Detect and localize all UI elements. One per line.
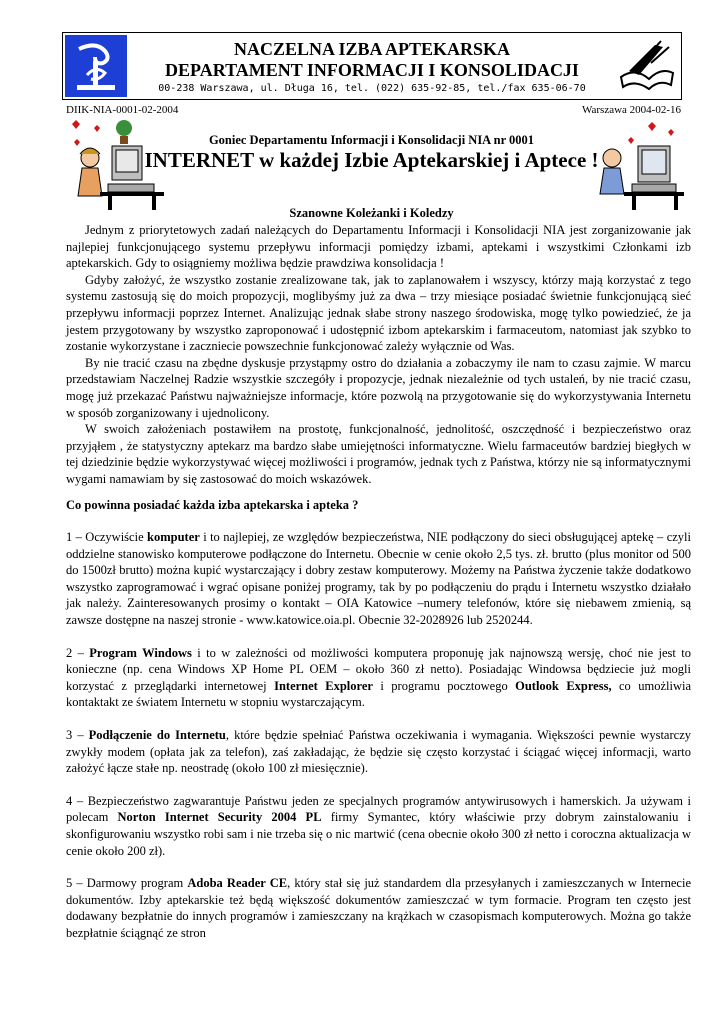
point-2-text: 2 – <box>66 645 90 660</box>
point-5-keyword: Adoba Reader CE <box>187 876 288 891</box>
point-5-text-rest: , który stał się już standardem dla przesyłanych i zamieszczanych w Internecie dokumentów. Izby aptekarskie też będą większość dokumentów zamieszczać w tym formacie. Program ten często jest dodawany bezpłatnie do innych programów i zamieszczany na krążkach w czasopismach komputerowych. Można go także bezpłatnie ściągnąć ze stron <box>66 876 691 940</box>
point-4-text: 4 – Bezpieczeństwo zagwarantuje Państwu jeden ze specjalnych programów antywirusowych i hamerskich. Ja używam i polecam <box>66 793 691 825</box>
org-name: NACZELNA IZBA APTEKARSKA <box>233 39 511 59</box>
point-3-keyword: Podłączenie do Internetu <box>88 728 226 743</box>
point-1-text: 1 – Oczywiście <box>66 530 148 545</box>
book-pen-icon <box>615 37 677 97</box>
pharmacy-logo-icon <box>65 35 127 97</box>
point-1-keyword: komputer <box>147 530 200 545</box>
page-title: INTERNET w każdej Izbie Aptekarskiej i Aptece ! <box>144 148 599 172</box>
section-question: Co powinna posiadać każda izba aptekarska i apteka ? <box>66 497 359 512</box>
point-2-text-end: co umożliwia kontaktakt ze światem Internetu w stopniu wystarczającym. <box>66 678 691 710</box>
intro-paragraph-3: By nie tracić czasu na zbędne dyskusje przystąpmy ostro do działania a zobaczymy ile nam to czasu zajmie. W marcu przedstawiam Naczelnej Radzie wszystkie szczegóły i propozycje, jednak niezależnie od tych ustaleń, by nie tracić czasu, mogę już przekazać Państwu najważniejsze informacje, które pozwolą na przygotowanie się do wykorzystywania Internetu w sposób zorganizowany i ujednolicony. <box>66 355 691 420</box>
point-2-keyword: Program Windows <box>89 645 192 660</box>
point-2 <box>66 645 691 711</box>
point-2-mail-client: Outlook Express, <box>515 678 612 693</box>
point-4-text-rest: firmy Symantec, który właściwie przy dobrym zainstalowaniu i skonfigurowaniu wszystko robi sam i nie trzeba się o nic martwić (cena obecnie około 300 zł netto i coroczna aktualizacja w cenie około 200 zł). <box>66 810 691 858</box>
point-3-text: 3 – <box>66 728 89 743</box>
greeting: Szanowne Koleżanki i Koledzy <box>289 206 454 220</box>
letterhead <box>62 32 682 100</box>
point-3-text-rest: , które będzie spełniać Państwa oczekiwania i wymagania. Większości pewnie wystarczy zwykły modem (opłata jak za telefon), zaś zakładając, że będzie się często korzystać i ściągać więcej informacji, warto założyć łącze stałe np. neostradę (około 100 zł miesięcznie). <box>66 728 691 776</box>
document-reference: DIIK-NIA-0001-02-2004 <box>66 104 179 116</box>
point-5 <box>66 875 691 941</box>
point-1 <box>66 529 691 629</box>
newsletter-subtitle: Goniec Departamentu Informacji i Konsolidacji NIA nr 0001 <box>208 133 535 147</box>
document-date: Warszawa 2004-02-16 <box>582 104 681 116</box>
intro-paragraph-4: W swoich założeniach postawiłem na prostotę, funkcjonalność, jednolitość, oszczędność i bezpieczeństwo oraz przyjąłem , że statystyczny aptekarz ma bardzo słabe umiejętności informatyczne. Wielu farmaceutów bardziej biegłych w tej dziedzinie będzie wykorzystywać więcej możliwości i programów, jednak tych z Państwa, którzy nie są informatycznymi wygami namawiam by się zastosować do moich wskazówek. <box>66 422 691 486</box>
letter-body <box>66 222 691 942</box>
address: 00-238 Warszawa, ul. Długa 16, tel. (022) 635-92-85, tel./fax 635-06-70 <box>158 83 586 94</box>
point-3 <box>66 727 691 777</box>
point-4 <box>66 793 691 859</box>
point-2-text-rest: i to w zależności od możliwości komputera proponuję jak najnowszą wersję, choć nie jest to konieczne (np. cena Windows XP Home PL OEM – około 360 zł netto). Posiadając Windowsa będziecie już mogli korzystać z przeglądarki internetowej <box>66 645 691 693</box>
intro-paragraph-2: Gdyby założyć, że wszystko zostanie zrealizowane tak, jak to zaplanowałem i wszyscy, którzy mają korzystać z tego systemu zastosują się do moich propozycji, moglibyśmy już za dwa – trzy miesiące posiadać świetnie funkcjonującą sieć przepływu informacji poprzez Internet. Analizując jednak słabe strony naszego środowiska, mogę tylko powiedzieć, że ja jestem przygotowany by wszystko zaproponować i udostępnić izbom aptekarskim i farmaceutom, natomiast jak szybko to zostanie wykorzystane i zaczniecie powszechnie funkcjonować zależy wyłącznie od Was. <box>66 272 691 354</box>
point-2-browser: Internet Explorer <box>274 678 373 693</box>
point-5-text: 5 – Darmowy program <box>66 876 188 891</box>
point-2-text-mid: i programu pocztowego <box>372 678 516 693</box>
point-4-keyword: Norton Internet Security 2004 PL <box>117 810 322 825</box>
intro-paragraph-1: Jednym z priorytetowych zadań należących do Departamentu Informacji i Konsolidacji NIA jest zorganizowanie jak najlepiej funkcjonującego systemu przepływu informacji pomiędzy izbami, aptekami i wszystkimi Członkami izb aptekarskich. Gdy to osiągniemy możliwa będzie prawdziwa konsolidacja ! <box>66 223 691 271</box>
point-1-text-rest: i to najlepiej, ze względów bezpieczeństwa, NIE podłączony do sieci obsługującej aptekę – czyli oddzielne stanowisko komputerowe podłączone do Internetu. Obecnie w cenie około 2,5 tys. zł. brutto (plus monitor od 500 do 1500zł brutto) można kupić wystarczający i dobry zestaw komputerowy. Możemy na Państwa życzenie także dodatkowo wszystko zaprogramować i wgrać opisane poniżej programy, tak by po podłączeniu do prądu i Internetu wszystko działało jak należy. Zainteresowanych prosimy o kontakt – OIA Katowice –numery telefonów, które się niebawem zmienią, są zawsze dostępne na naszej stronie - www.katowice.oia.pl. Obecnie 32-2028926 lub 2520244. <box>66 530 691 628</box>
department-name: DEPARTAMENT INFORMACJI I KONSOLIDACJI <box>165 60 579 80</box>
